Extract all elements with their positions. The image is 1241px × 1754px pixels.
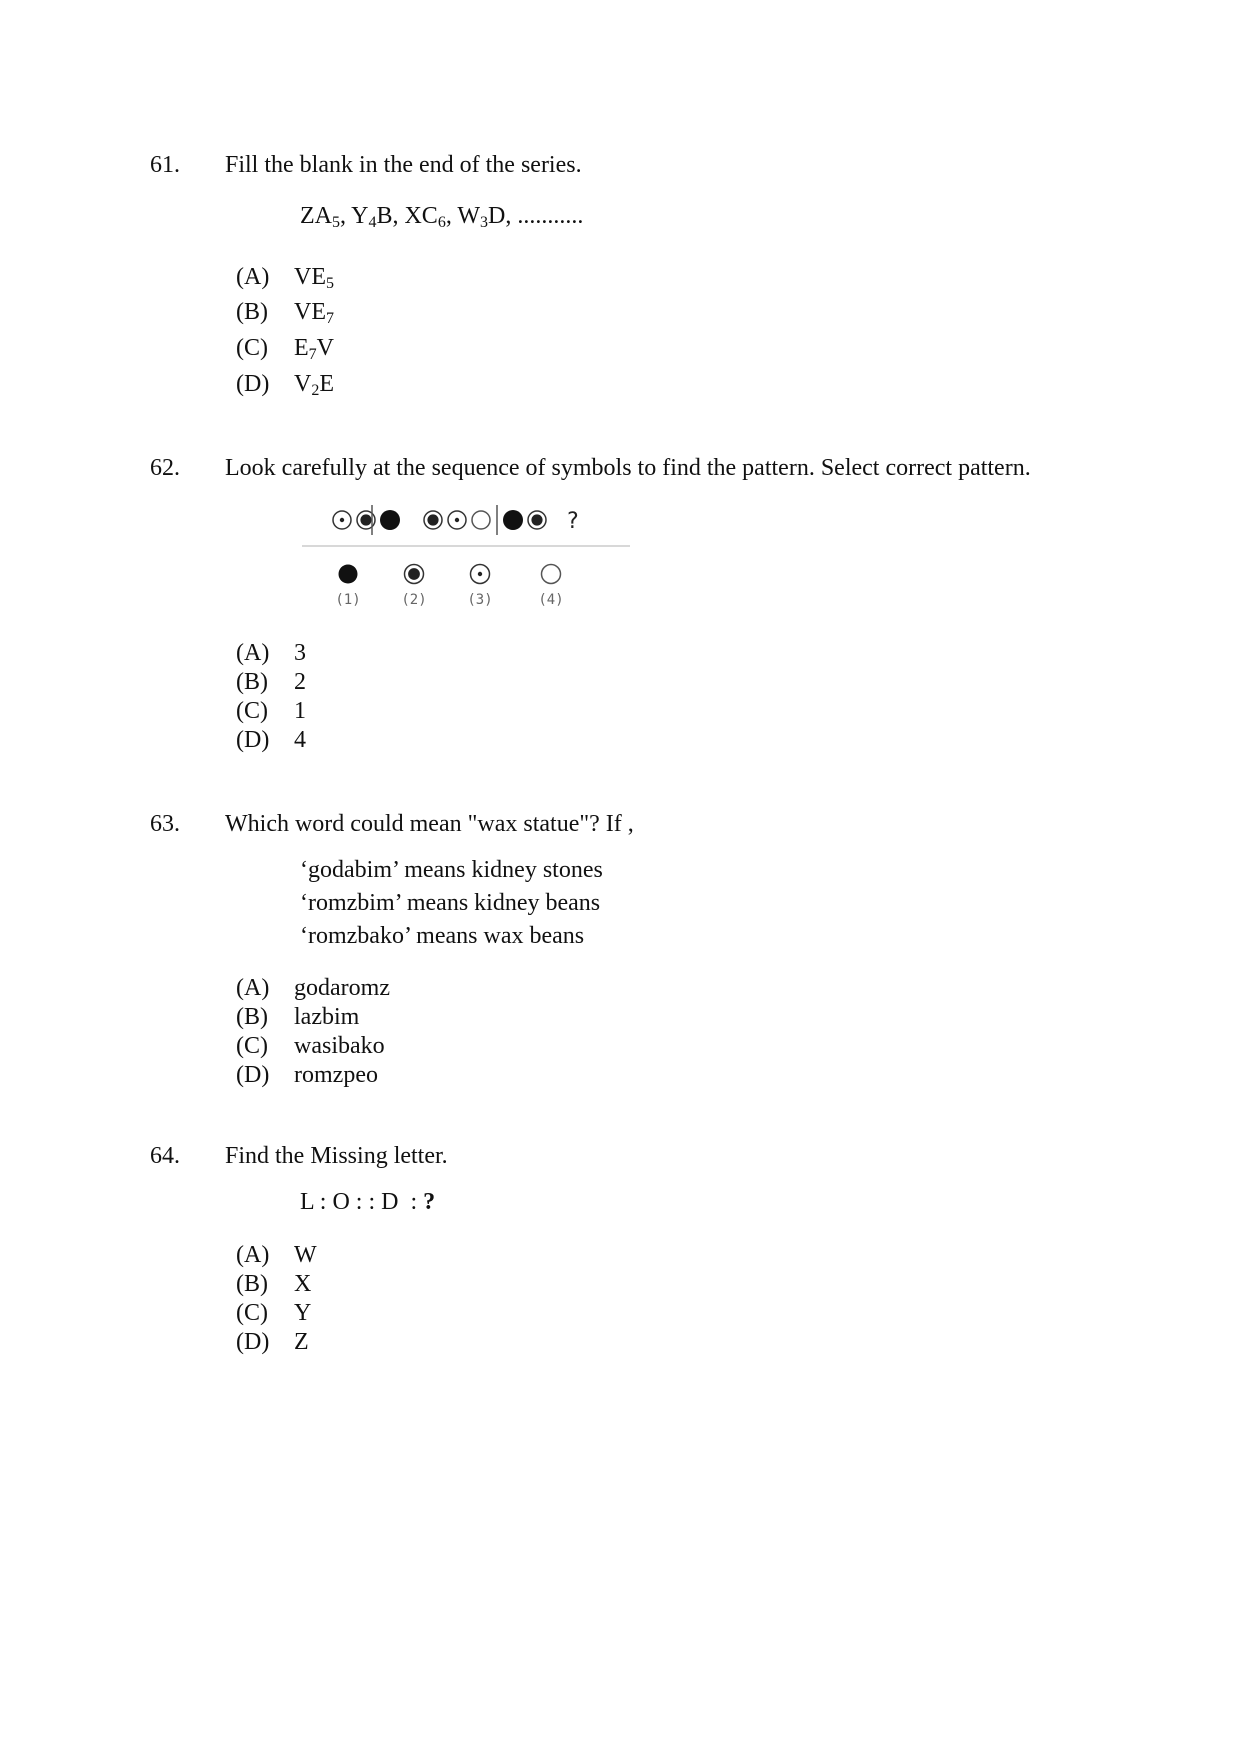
question-62-number: 62. — [150, 455, 180, 481]
option-label: (B) — [236, 299, 268, 325]
option-value[interactable]: 1 — [294, 698, 306, 724]
filled-circle-symbol — [339, 565, 358, 584]
option-value[interactable]: 3 — [294, 640, 306, 666]
answer-choices — [335, 565, 563, 609]
option-label: (C) — [236, 1033, 268, 1059]
option-value[interactable]: godaromz — [294, 975, 390, 1001]
dot-circle-circle-symbol — [333, 511, 351, 529]
option-label: (C) — [236, 335, 268, 361]
option-value[interactable]: $VE_5$ — [294, 264, 334, 292]
option-label: (D) — [236, 371, 270, 397]
choice-label: (2) — [401, 592, 427, 608]
filled-circle-symbol — [503, 510, 523, 530]
option-label: (A) — [236, 640, 270, 666]
dot-circle-circle-symbol — [448, 511, 466, 529]
option-value[interactable]: romzpeo — [294, 1062, 378, 1088]
choice-label: (1) — [335, 592, 361, 608]
symbol-sequence — [333, 510, 546, 530]
option-value[interactable]: $E_7V$ — [294, 335, 335, 363]
question-mark: ? — [566, 509, 580, 534]
question-63-text: Which word could mean "wax statue"? If , — [225, 811, 634, 837]
choice-label: (4) — [538, 592, 564, 608]
option-value[interactable]: 4 — [294, 727, 306, 753]
option-value[interactable]: $VE_7$ — [294, 299, 334, 327]
ringed-filled-circle-symbol — [405, 565, 424, 584]
option-label: (B) — [236, 1004, 268, 1030]
question-62-text: Look carefully at the sequence of symbols to find the pattern. Select correct pattern. — [225, 455, 1031, 481]
option-value[interactable]: $V_2E$ — [294, 371, 335, 399]
symbol-pattern-figure — [300, 498, 638, 618]
clue-line: ‘romzbim’ means kidney beans — [300, 890, 601, 916]
filled-circle-symbol — [380, 510, 400, 530]
option-value[interactable]: 2 — [294, 669, 306, 695]
option-label: (C) — [236, 698, 268, 724]
option-label: (A) — [236, 975, 270, 1001]
option-label: (D) — [236, 1329, 270, 1355]
question-61-number: 61. — [150, 152, 180, 178]
dot-circle-circle-symbol — [471, 565, 490, 584]
option-label: (C) — [236, 1300, 268, 1326]
analogy: L : O : : D : ? — [300, 1189, 436, 1215]
empty-circle-symbol — [542, 565, 561, 584]
option-label: (B) — [236, 1271, 268, 1297]
option-value[interactable]: Z — [294, 1329, 309, 1355]
question-63-number: 63. — [150, 811, 180, 837]
question-61-text: Fill the blank in the end of the series. — [225, 152, 582, 178]
option-value[interactable]: W — [294, 1242, 317, 1268]
option-value[interactable]: lazbim — [294, 1004, 360, 1030]
question-61-series: $ZA_5$, $Y_4B$, $XC_6$, $W_3D$, ........... — [300, 203, 584, 231]
clue-line: ‘godabim’ means kidney stones — [300, 857, 603, 883]
option-value[interactable]: X — [294, 1271, 312, 1297]
question-64-number: 64. — [150, 1143, 180, 1169]
question-64-text: Find the Missing letter. — [225, 1143, 448, 1169]
option-value[interactable]: wasibako — [294, 1033, 385, 1059]
option-label: (D) — [236, 1062, 270, 1088]
empty-circle-symbol — [472, 511, 490, 529]
option-label: (D) — [236, 727, 270, 753]
clue-line: ‘romzbako’ means wax beans — [300, 923, 585, 949]
option-label: (A) — [236, 264, 270, 290]
option-value[interactable]: Y — [294, 1300, 312, 1326]
choice-label: (3) — [467, 592, 493, 608]
ringed-filled-circle-symbol — [424, 511, 442, 529]
option-label: (A) — [236, 1242, 270, 1268]
ringed-filled-circle-symbol — [528, 511, 546, 529]
option-label: (B) — [236, 669, 268, 695]
